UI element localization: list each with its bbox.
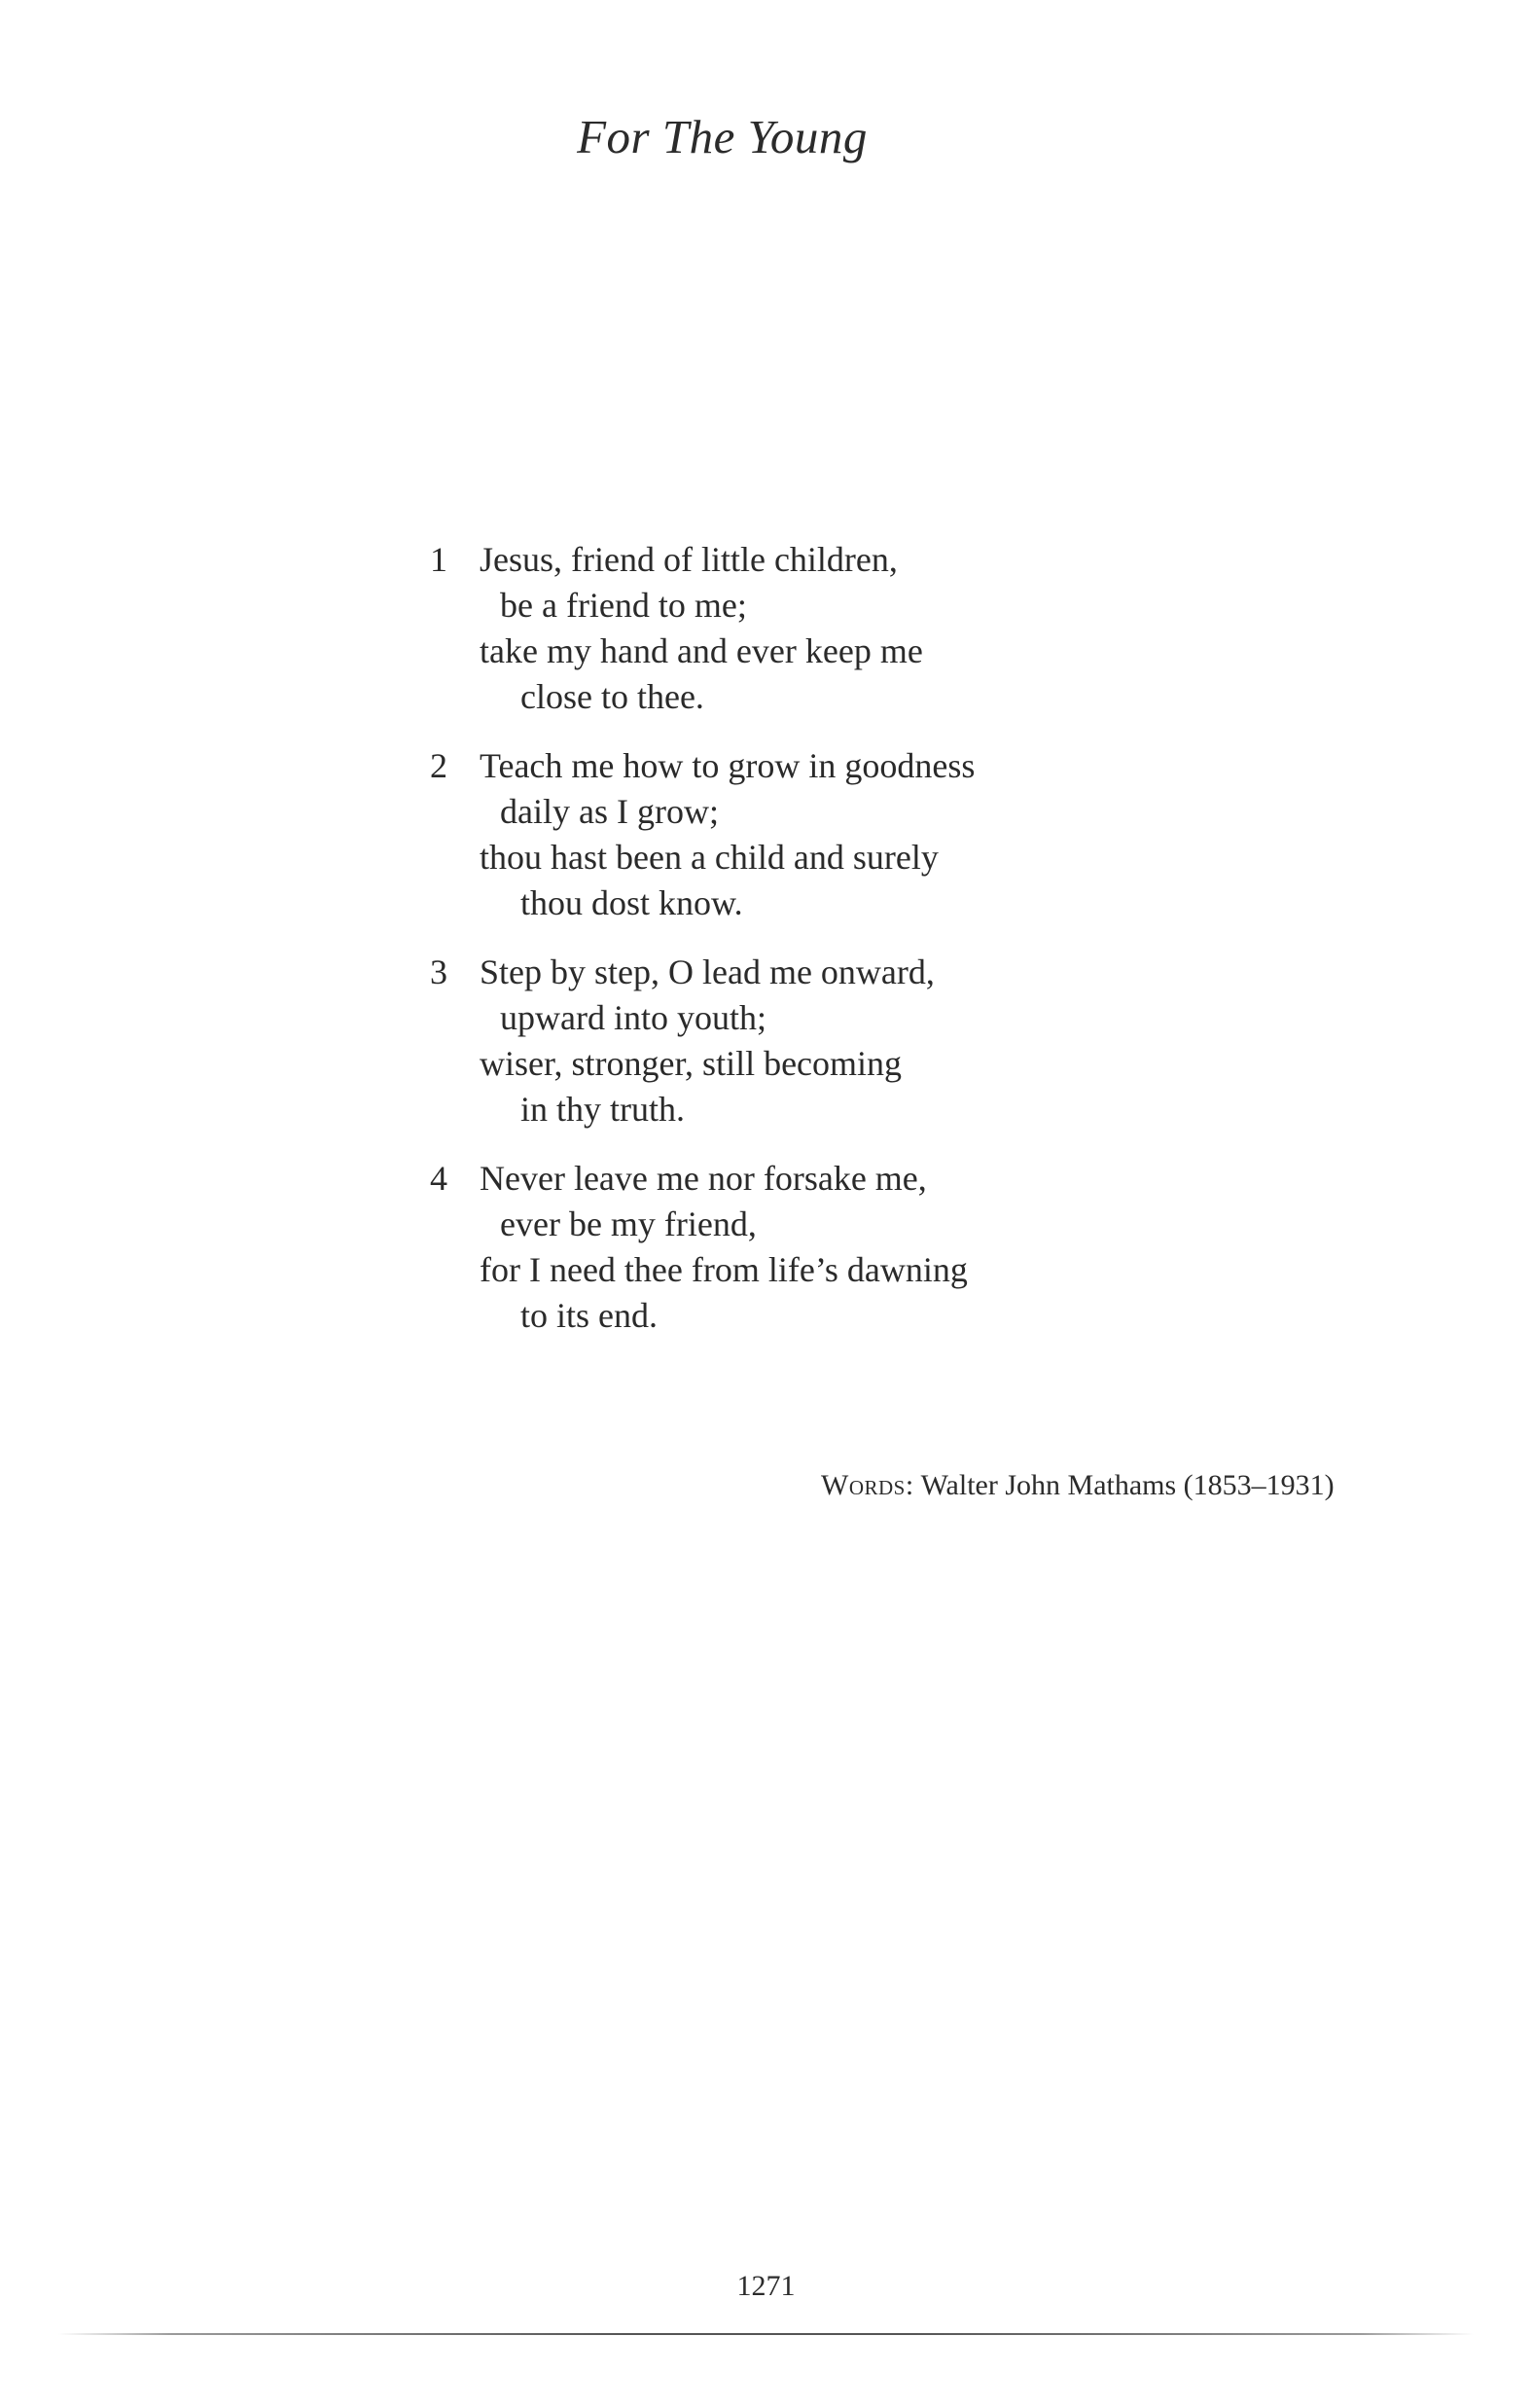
attribution-author: Walter John Mathams (1853–1931)	[920, 1469, 1335, 1501]
verse-line: thou dost know.	[520, 883, 743, 922]
verse-number: 3	[430, 952, 447, 991]
verse-line: for I need thee from life’s dawning	[480, 1250, 968, 1289]
verse-number: 2	[430, 746, 447, 785]
verse-line: Never leave me nor forsake me,	[480, 1159, 927, 1198]
verse-line: ever be my friend,	[500, 1204, 757, 1243]
verse-line: thou hast been a child and surely	[480, 838, 939, 877]
verse-line: Step by step, O lead me onward,	[480, 952, 935, 991]
verse-1	[418, 537, 1099, 720]
verse-3	[418, 950, 1099, 1132]
verse-number: 4	[430, 1159, 447, 1198]
verse-line: close to thee.	[520, 677, 704, 716]
verse-line: be a friend to me;	[500, 586, 747, 625]
verse-line: Jesus, friend of little children,	[480, 540, 898, 579]
verse-line: take my hand and ever keep me	[480, 631, 923, 670]
verse-line: Teach me how to grow in goodness	[480, 746, 976, 785]
page-title: For The Young	[577, 110, 868, 163]
verse-line: wiser, stronger, still becoming	[480, 1044, 903, 1083]
verse-line: upward into youth;	[500, 998, 766, 1037]
words-attribution	[821, 1469, 1335, 1502]
verse-2	[418, 743, 1099, 926]
verse-line: in thy truth.	[520, 1090, 685, 1129]
verse-number: 1	[430, 540, 447, 579]
page-number: 1271	[736, 2270, 796, 2302]
verse-line: daily as I grow;	[500, 792, 719, 831]
footer-rule	[58, 2333, 1474, 2335]
attribution-label: Words:	[821, 1469, 914, 1501]
hymn-verses	[418, 537, 1099, 1362]
verse-4	[418, 1156, 1099, 1339]
verse-line: to its end.	[520, 1296, 658, 1335]
